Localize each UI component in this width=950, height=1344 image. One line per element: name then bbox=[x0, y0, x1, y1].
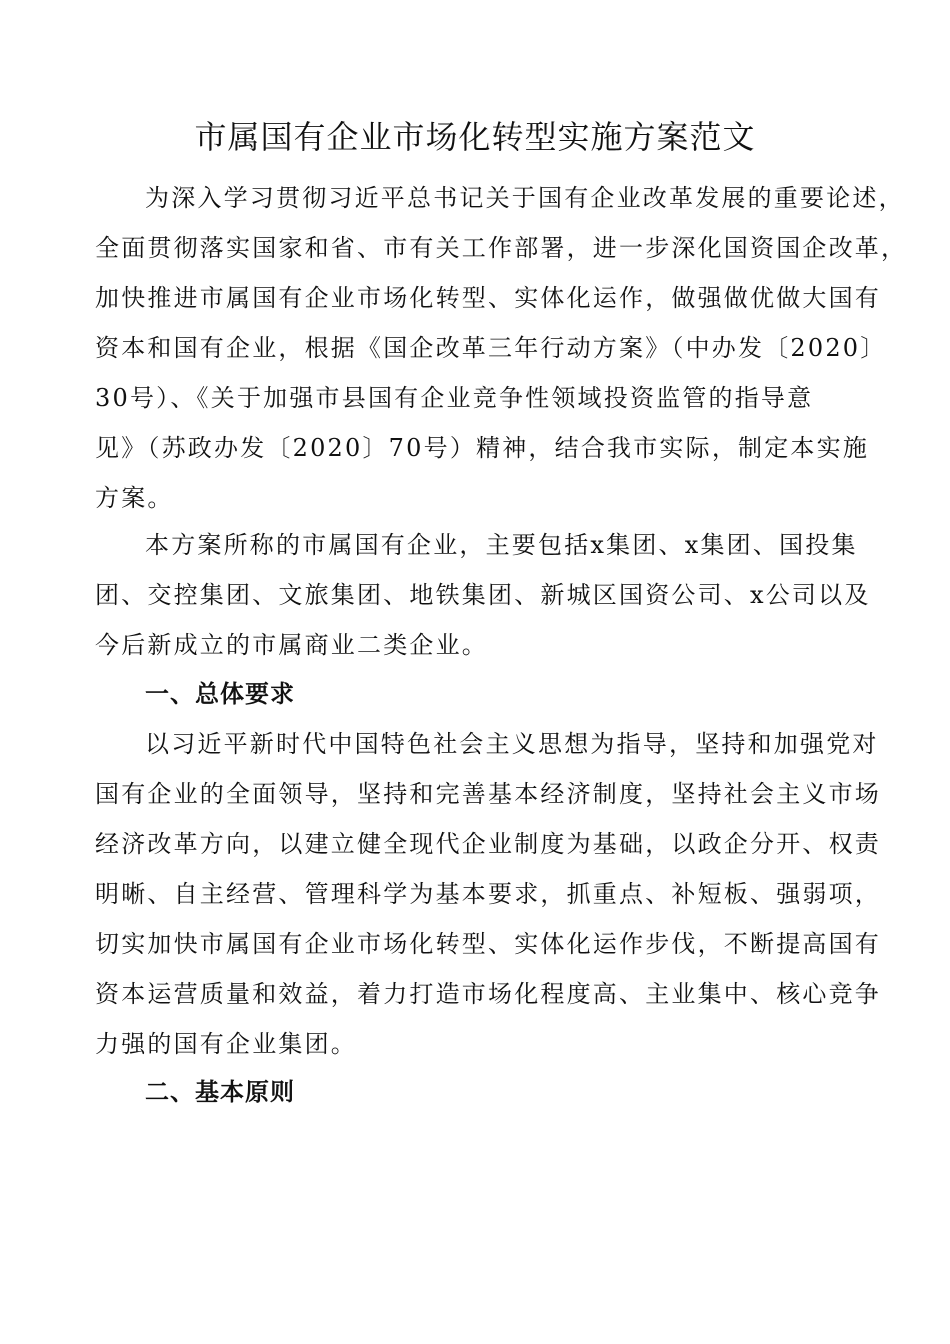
paragraph-line: 经济改革方向，以建立健全现代企业制度为基础，以政企分开、权责 bbox=[95, 830, 881, 858]
paragraph-line: 力强的国有企业集团。 bbox=[95, 1030, 357, 1058]
paragraph-line: 明晰、自主经营、管理科学为基本要求，抓重点、补短板、强弱项， bbox=[95, 880, 881, 908]
paragraph-line: 国有企业的全面领导，坚持和完善基本经济制度，坚持社会主义市场 bbox=[95, 780, 881, 808]
paragraph-line: 见》（苏政办发〔2020〕70号）精神，结合我市实际，制定本实施 bbox=[95, 434, 870, 462]
paragraph-line: 切实加快市属国有企业市场化转型、实体化运作步伐，不断提高国有 bbox=[95, 930, 881, 958]
section-heading-basic-principles: 二、基本原则 bbox=[145, 1078, 295, 1106]
paragraph-line: 全面贯彻落实国家和省、市有关工作部署，进一步深化国资国企改革， bbox=[95, 234, 908, 262]
document-title: 市属国有企业市场化转型实施方案范文 bbox=[194, 118, 756, 156]
paragraph-line: 以习近平新时代中国特色社会主义思想为指导，坚持和加强党对 bbox=[145, 730, 879, 758]
paragraph-line: 团、交控集团、文旅集团、地铁集团、新城区国资公司、x公司以及 bbox=[95, 581, 871, 609]
paragraph-line: 本方案所称的市属国有企业，主要包括x集团、x集团、国投集 bbox=[145, 531, 858, 559]
paragraph-line: 资本运营质量和效益，着力打造市场化程度高、主业集中、核心竞争 bbox=[95, 980, 881, 1008]
paragraph-line: 加快推进市属国有企业市场化转型、实体化运作，做强做优做大国有 bbox=[95, 284, 881, 312]
paragraph-line: 方案。 bbox=[95, 484, 174, 512]
paragraph-line: 资本和国有企业，根据《国企改革三年行动方案》（中办发〔2020〕 bbox=[95, 334, 887, 362]
paragraph-line: 今后新成立的市属商业二类企业。 bbox=[95, 631, 488, 659]
paragraph-line: 30号）、《关于加强市县国有企业竞争性领域投资监管的指导意 bbox=[95, 384, 814, 412]
paragraph-line: 为深入学习贯彻习近平总书记关于国有企业改革发展的重要论述， bbox=[145, 184, 905, 212]
section-heading-overall-requirements: 一、总体要求 bbox=[145, 680, 295, 708]
